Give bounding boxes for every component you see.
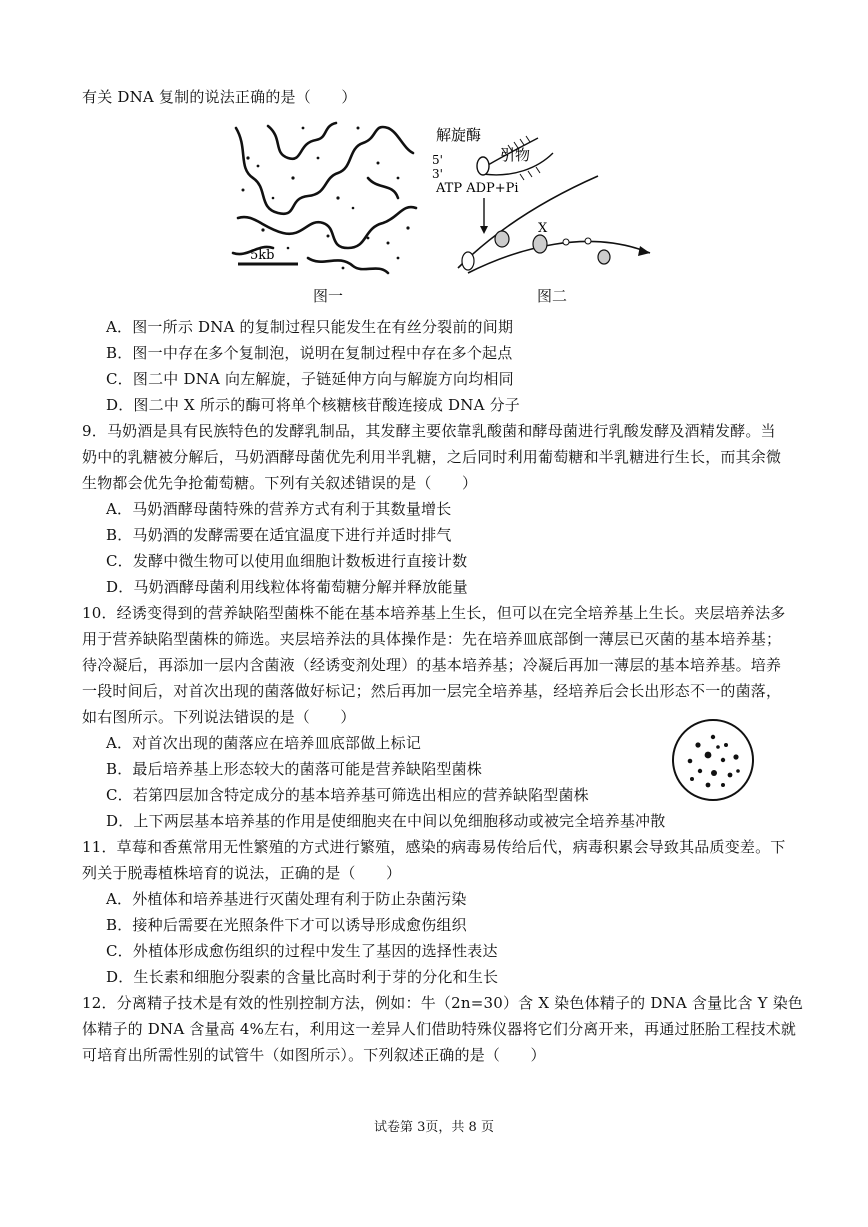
q10-stem-line: 10．经诱变得到的营养缺陷型菌株不能在基本培养基上生长，但可以在完全培养基上生长。夹层培养法多 — [82, 604, 786, 622]
q12-stem-line: 可培育出所需性别的试管牛（如图所示）。下列叙述正确的是（ ） — [82, 1046, 546, 1064]
figure-1-replication-bubbles — [228, 118, 418, 283]
figure-1-scale-label: 5kb — [250, 248, 275, 263]
q10-stem-line: 一段时间后，对首次出现的菌落做好标记；然后再加一层完全培养基，经培养后会长出形态不一的菌落， — [82, 682, 782, 700]
q12-stem-line: 12．分离精子技术是有效的性别控制方法，例如：牛（2n=30）含 X 染色体精子的 DNA 含量比含 Y 染色 — [82, 994, 804, 1012]
q10-option-b: B．最后培养基上形态较大的菌落可能是营养缺陷型菌株 — [106, 760, 483, 778]
q11-stem-line: 列关于脱毒植株培育的说法，正确的是（ ） — [82, 864, 402, 882]
q9-stem-line: 9．马奶酒是具有民族特色的发酵乳制品，其发酵主要依靠乳酸菌和酵母菌进行乳酸发酵及酒精发酵。当 — [82, 422, 776, 440]
q11-option-b: B．接种后需要在光照条件下才可以诱导形成愈伤组织 — [106, 916, 467, 934]
figure-1-caption: 图一 — [313, 287, 344, 305]
figure-2-three-prime: 3' — [432, 167, 443, 181]
q10-option-d: D．上下两层基本培养基的作用是使细胞夹在中间以免细胞移动或被完全培养基冲散 — [106, 812, 666, 830]
figure-2-x-label: X — [538, 221, 548, 236]
figure-2-five-prime: 5' — [432, 153, 443, 167]
figure-2-helicase-label: 解旋酶 — [436, 126, 482, 144]
q9-option-b: B．马奶酒的发酵需要在适宜温度下进行并适时排气 — [106, 526, 452, 544]
petri-dish-figure — [668, 715, 758, 805]
helicase-shape — [477, 157, 489, 175]
q11-stem-line: 11．草莓和香蕉常用无性繁殖的方式进行繁殖，感染的病毒易传给后代，病毒积累会导致其品质变差。下 — [82, 838, 786, 856]
q9-option-c: C．发酵中微生物可以使用血细胞计数板进行直接计数 — [106, 552, 468, 570]
q10-stem-line: 用于营养缺陷型菌株的筛选。夹层培养法的具体操作是：先在培养皿底部倒一薄层已灭菌的基本培养基； — [82, 630, 782, 648]
q11-option-a: A．外植体和培养基进行灭菌处理有利于防止杂菌污染 — [106, 890, 467, 908]
q9-stem-line: 生物都会优先争抢葡萄糖。下列有关叙述错误的是（ ） — [82, 474, 478, 492]
q10-stem-line: 如右图所示。下列说法错误的是（ ） — [82, 708, 356, 726]
figure-2-energy-label: ATP ADP+Pi — [436, 181, 519, 196]
q10-option-c: C．若第四层加含特定成分的基本培养基可筛选出相应的营养缺陷型菌株 — [106, 786, 589, 804]
figure-2-caption: 图二 — [537, 287, 568, 305]
q9-option-a: A．马奶酒酵母菌特殊的营养方式有利于其数量增长 — [106, 500, 452, 518]
q8-option-c: C．图二中 DNA 向左解旋，子链延伸方向与解旋方向均相同 — [106, 370, 514, 388]
q8-option-b: B．图一中存在多个复制泡，说明在复制过程中存在多个起点 — [106, 344, 513, 362]
q8-stem: 有关 DNA 复制的说法正确的是（ ） — [82, 88, 357, 106]
q9-option-d: D．马奶酒酵母菌利用线粒体将葡萄糖分解并释放能量 — [106, 578, 468, 596]
q9-stem-line: 奶中的乳糖被分解后，马奶酒酵母菌优先利用半乳糖，之后同时利用葡萄糖和半乳糖进行生长，而其余微 — [82, 448, 782, 466]
q11-option-c: C．外植体形成愈伤组织的过程中发生了基因的选择性表达 — [106, 942, 498, 960]
q12-stem-line: 体精子的 DNA 含量高 4%左右，利用这一差异人们借助特殊仪器将它们分离开来，再通过胚胎工程技术就 — [82, 1020, 797, 1038]
enzyme-x-shape — [533, 235, 547, 253]
q8-option-d: D．图二中 X 所示的酶可将单个核糖核苷酸连接成 DNA 分子 — [106, 396, 520, 414]
q10-option-a: A．对首次出现的菌落应在培养皿底部做上标记 — [106, 734, 422, 752]
q10-stem-line: 待冷凝后，再添加一层内含菌液（经诱变剂处理）的基本培养基；冷凝后再加一薄层的基本培养基。培养 — [82, 656, 782, 674]
q11-option-d: D．生长素和细胞分裂素的含量比高时利于芽的分化和生长 — [106, 968, 499, 986]
figure-2-primer-label: 引物 — [500, 146, 531, 164]
q8-option-a: A．图一所示 DNA 的复制过程只能发生在有丝分裂前的间期 — [106, 318, 514, 336]
figure-2-replication-fork — [428, 118, 668, 283]
page-footer: 试卷第 3页，共 8 页 — [374, 1120, 494, 1135]
